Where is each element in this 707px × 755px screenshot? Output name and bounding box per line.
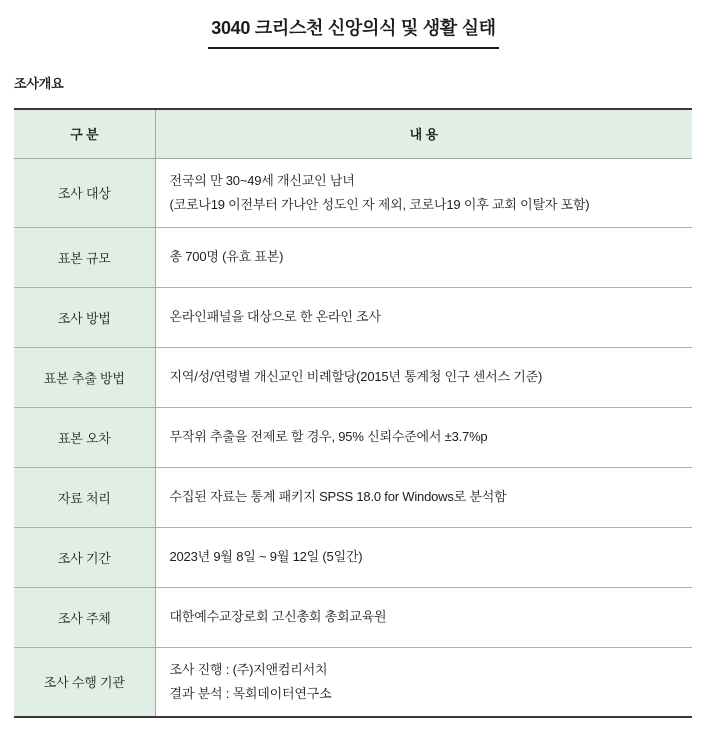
row-content: [155, 407, 692, 467]
table-row: [14, 347, 692, 407]
content-line: 대한예수교장로회 고신총회 총회교육원: [169, 609, 387, 624]
content-line: 결과 분석 : 목회데이터연구소: [169, 685, 332, 701]
content-line: 2023년 9월 8일 ~ 9월 12일 (5일간): [169, 549, 363, 564]
row-label: 조사 수행 기관: [14, 647, 155, 717]
table-row: [14, 467, 692, 527]
column-header-content: 내 용: [155, 109, 692, 158]
table-row: [14, 158, 692, 227]
document-page: [0, 14, 707, 755]
content-line: 지역/성/연령별 개신교인 비례할당(2015년 통계청 인구 센서스 기준): [169, 369, 543, 384]
row-label: 표본 추출 방법: [14, 347, 155, 407]
table-row: [14, 587, 692, 647]
survey-overview-table: [14, 108, 692, 718]
table-row: [14, 287, 692, 347]
row-content: [155, 467, 692, 527]
content-line: 수집된 자료는 통계 패키지 SPSS 18.0 for Windows로 분석함: [169, 489, 507, 504]
table-row: [14, 227, 692, 287]
content-line: 온라인패널을 대상으로 한 온라인 조사: [169, 309, 381, 324]
row-content: [155, 647, 692, 717]
row-label: 조사 대상: [14, 158, 155, 227]
content-line: 전국의 만 30~49세 개신교인 남녀: [169, 172, 355, 188]
page-title: [0, 14, 707, 49]
row-content: [155, 347, 692, 407]
row-content: [155, 527, 692, 587]
content-line: 무작위 추출을 전제로 할 경우, 95% 신뢰수준에서 ±3.7%p: [169, 429, 488, 444]
section-label: 조사개요: [14, 76, 64, 91]
row-label: 표본 오차: [14, 407, 155, 467]
row-content: [155, 587, 692, 647]
row-content: [155, 287, 692, 347]
table-header-row: [14, 109, 692, 158]
table-row: [14, 527, 692, 587]
row-label: 자료 처리: [14, 467, 155, 527]
row-content: [155, 158, 692, 227]
table-row: [14, 407, 692, 467]
row-label: 조사 주체: [14, 587, 155, 647]
content-line: 조사 진행 : (주)지앤컴리서치: [169, 661, 328, 677]
row-label: 조사 기간: [14, 527, 155, 587]
row-label: 조사 방법: [14, 287, 155, 347]
content-line: (코로나19 이전부터 가나안 성도인 자 제외, 코로나19 이후 교회 이탈자 포함): [169, 196, 590, 212]
column-header-category: 구 분: [14, 109, 155, 158]
row-content: [155, 227, 692, 287]
row-label: 표본 규모: [14, 227, 155, 287]
table-row: [14, 647, 692, 717]
page-title-text: 3040 크리스천 신앙의식 및 생활 실태: [208, 14, 499, 49]
content-line: 총 700명 (유효 표본): [169, 249, 284, 264]
